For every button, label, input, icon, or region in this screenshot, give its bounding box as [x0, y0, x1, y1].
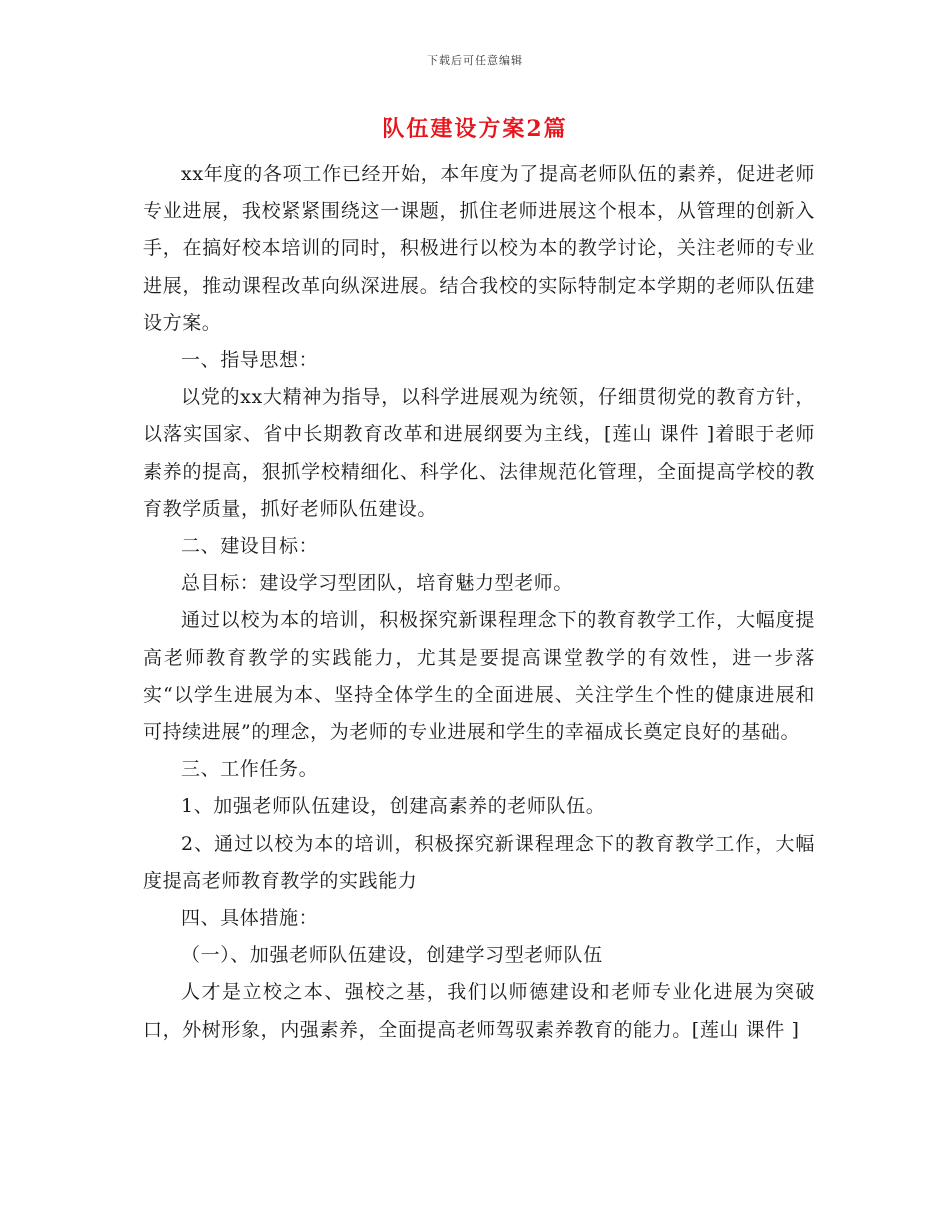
paragraph-overall-goal: 总目标：建设学习型团队，培育魅力型老师。	[181, 572, 574, 595]
subsection-heading-measure-1: （一）、加强老师队伍建设，创建学习型老师队伍	[181, 944, 603, 967]
paragraph-measure-1: 人才是立校之本、强校之基，我们以师德建设和老师专业化进展为突破口，外树形象，内强素养，全面提高老师驾驭素养教育的能力。[莲山 课件 ]	[143, 981, 815, 1041]
paragraph-goals-detail: 通过以校为本的培训，积极探究新课程理念下的教育教学工作，大幅度提高老师教育教学的实践能力，尤其是要提高课堂教学的有效性，进一步落实“以学生进展为本、坚持全体学生的全面进展、关注学生个性的健康进展和可持续进展”的理念，为老师的专业进展和学生的幸福成长奠定良好的基础。	[143, 609, 815, 744]
document-title: 队伍建设方案2篇	[382, 116, 568, 142]
paragraph-guiding-ideology: 以党的xx大精神为指导，以科学进展观为统领，仔细贯彻党的教育方针，以落实国家、省中长期教育改革和进展纲要为主线，[莲山 课件 ]着眼于老师素养的提高，狠抓学校精细化、科学化、法律规范化管理，全面提高学校的教育教学质量，抓好老师队伍建设。	[143, 386, 815, 520]
section-heading-guiding-ideology: 一、指导思想：	[181, 349, 319, 372]
page-header-note: 下载后可任意编辑	[427, 54, 523, 67]
section-heading-goals: 二、建设目标：	[181, 535, 319, 558]
document-body	[143, 156, 815, 1049]
paragraph-task-2: 2、通过以校为本的培训，积极探究新课程理念下的教育教学工作，大幅度提高老师教育教学的实践能力	[143, 832, 815, 892]
section-heading-measures: 四、具体措施：	[181, 907, 319, 930]
section-heading-tasks: 三、工作任务。	[181, 758, 319, 781]
paragraph-intro: xx年度的各项工作已经开始，本年度为了提高老师队伍的素养，促进老师专业进展，我校紧紧围绕这一课题，抓住老师进展这个根本，从管理的创新入手，在搞好校本培训的同时，积极进行以校为本的教学讨论，关注老师的专业进展，推动课程改革向纵深进展。结合我校的实际特制定本学期的老师队伍建设方案。	[143, 163, 815, 334]
paragraph-task-1: 1、加强老师队伍建设，创建高素养的老师队伍。	[181, 795, 606, 818]
